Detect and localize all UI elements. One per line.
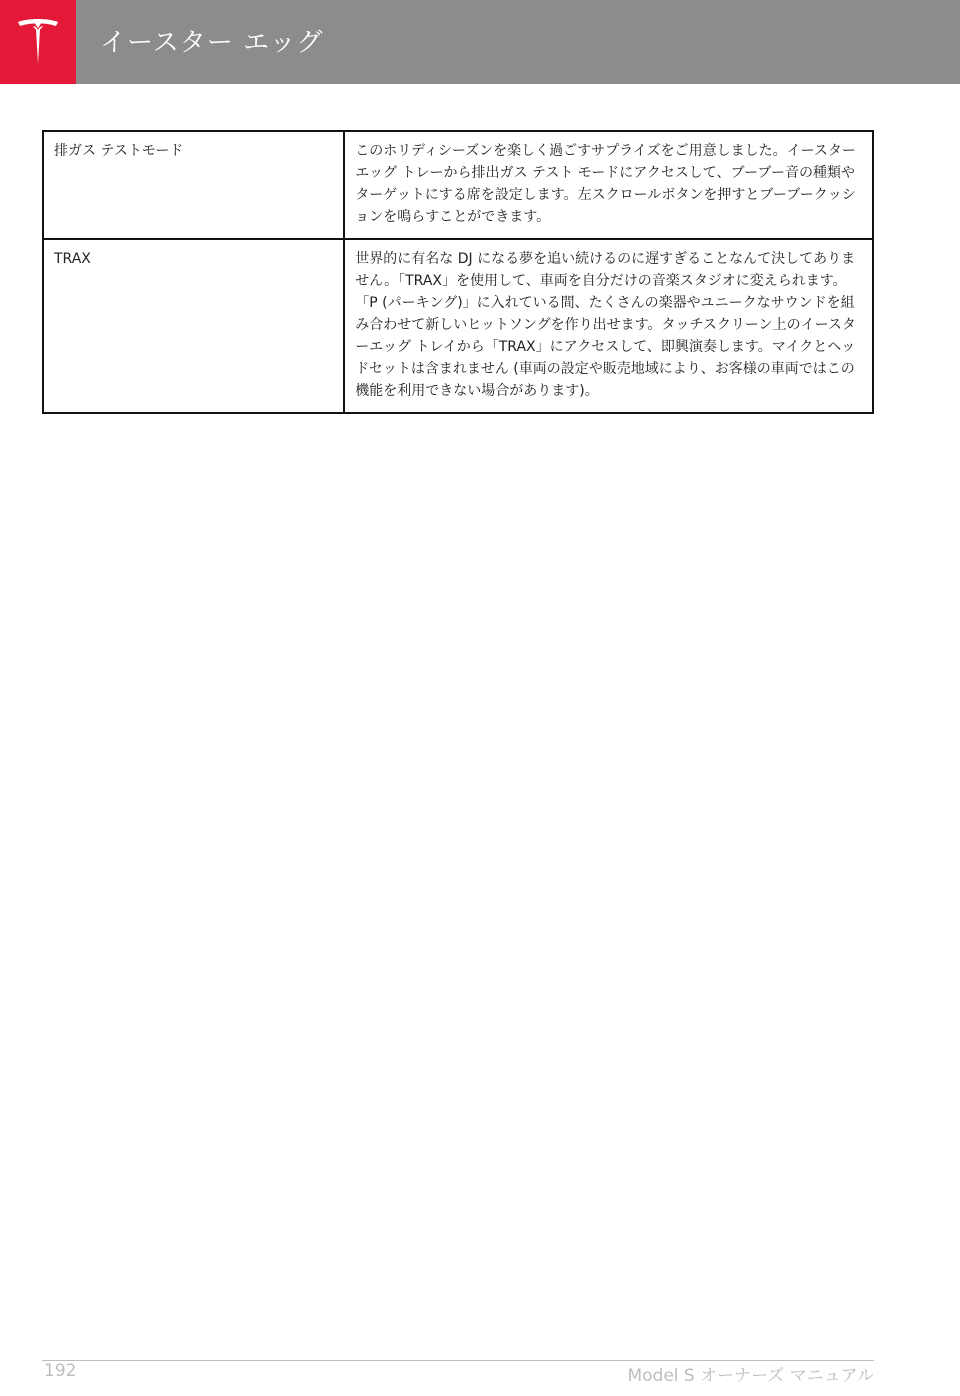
page-header [0, 0, 960, 84]
title-bar [76, 0, 960, 84]
logo-box [0, 0, 76, 84]
tesla-logo-icon [14, 16, 62, 68]
row-label: TRAX [43, 239, 344, 413]
page-title: イースター エッグ [100, 28, 324, 58]
easter-egg-table [42, 130, 874, 414]
row-description: このホリディシーズンを楽しく過ごすサプライズをご用意しました。イースターエッグ トレーから排出ガス テスト モードにアクセスして、ブーブー音の種類やターゲットにする席を設定します。左スクロールボタンを押すとブーブークッションを鳴らすことができます。 [344, 131, 873, 239]
manual-name: Model S オーナーズ マニュアル [627, 1366, 874, 1386]
page-number: 192 [44, 1361, 77, 1381]
table-row [43, 239, 873, 413]
row-description: 世界的に有名な DJ になる夢を追い続けるのに遅すぎることなんて決してありません。「TRAX」を使用して、車両を自分だけの音楽スタジオに変えられます。「P (パーキング)」に入れている間、たくさんの楽器やユニークなサウンドを組み合わせて新しいヒットソングを作り出せます。タッチスクリーン上のイースターエッグ トレイから「TRAX」にアクセスして、即興演奏します。マイクとヘッドセットは含まれません (車両の設定や販売地域により、お客様の車両ではこの機能を利用できない場合があります)。 [344, 239, 873, 413]
row-label: 排ガス テストモード [43, 131, 344, 239]
table-row [43, 131, 873, 239]
